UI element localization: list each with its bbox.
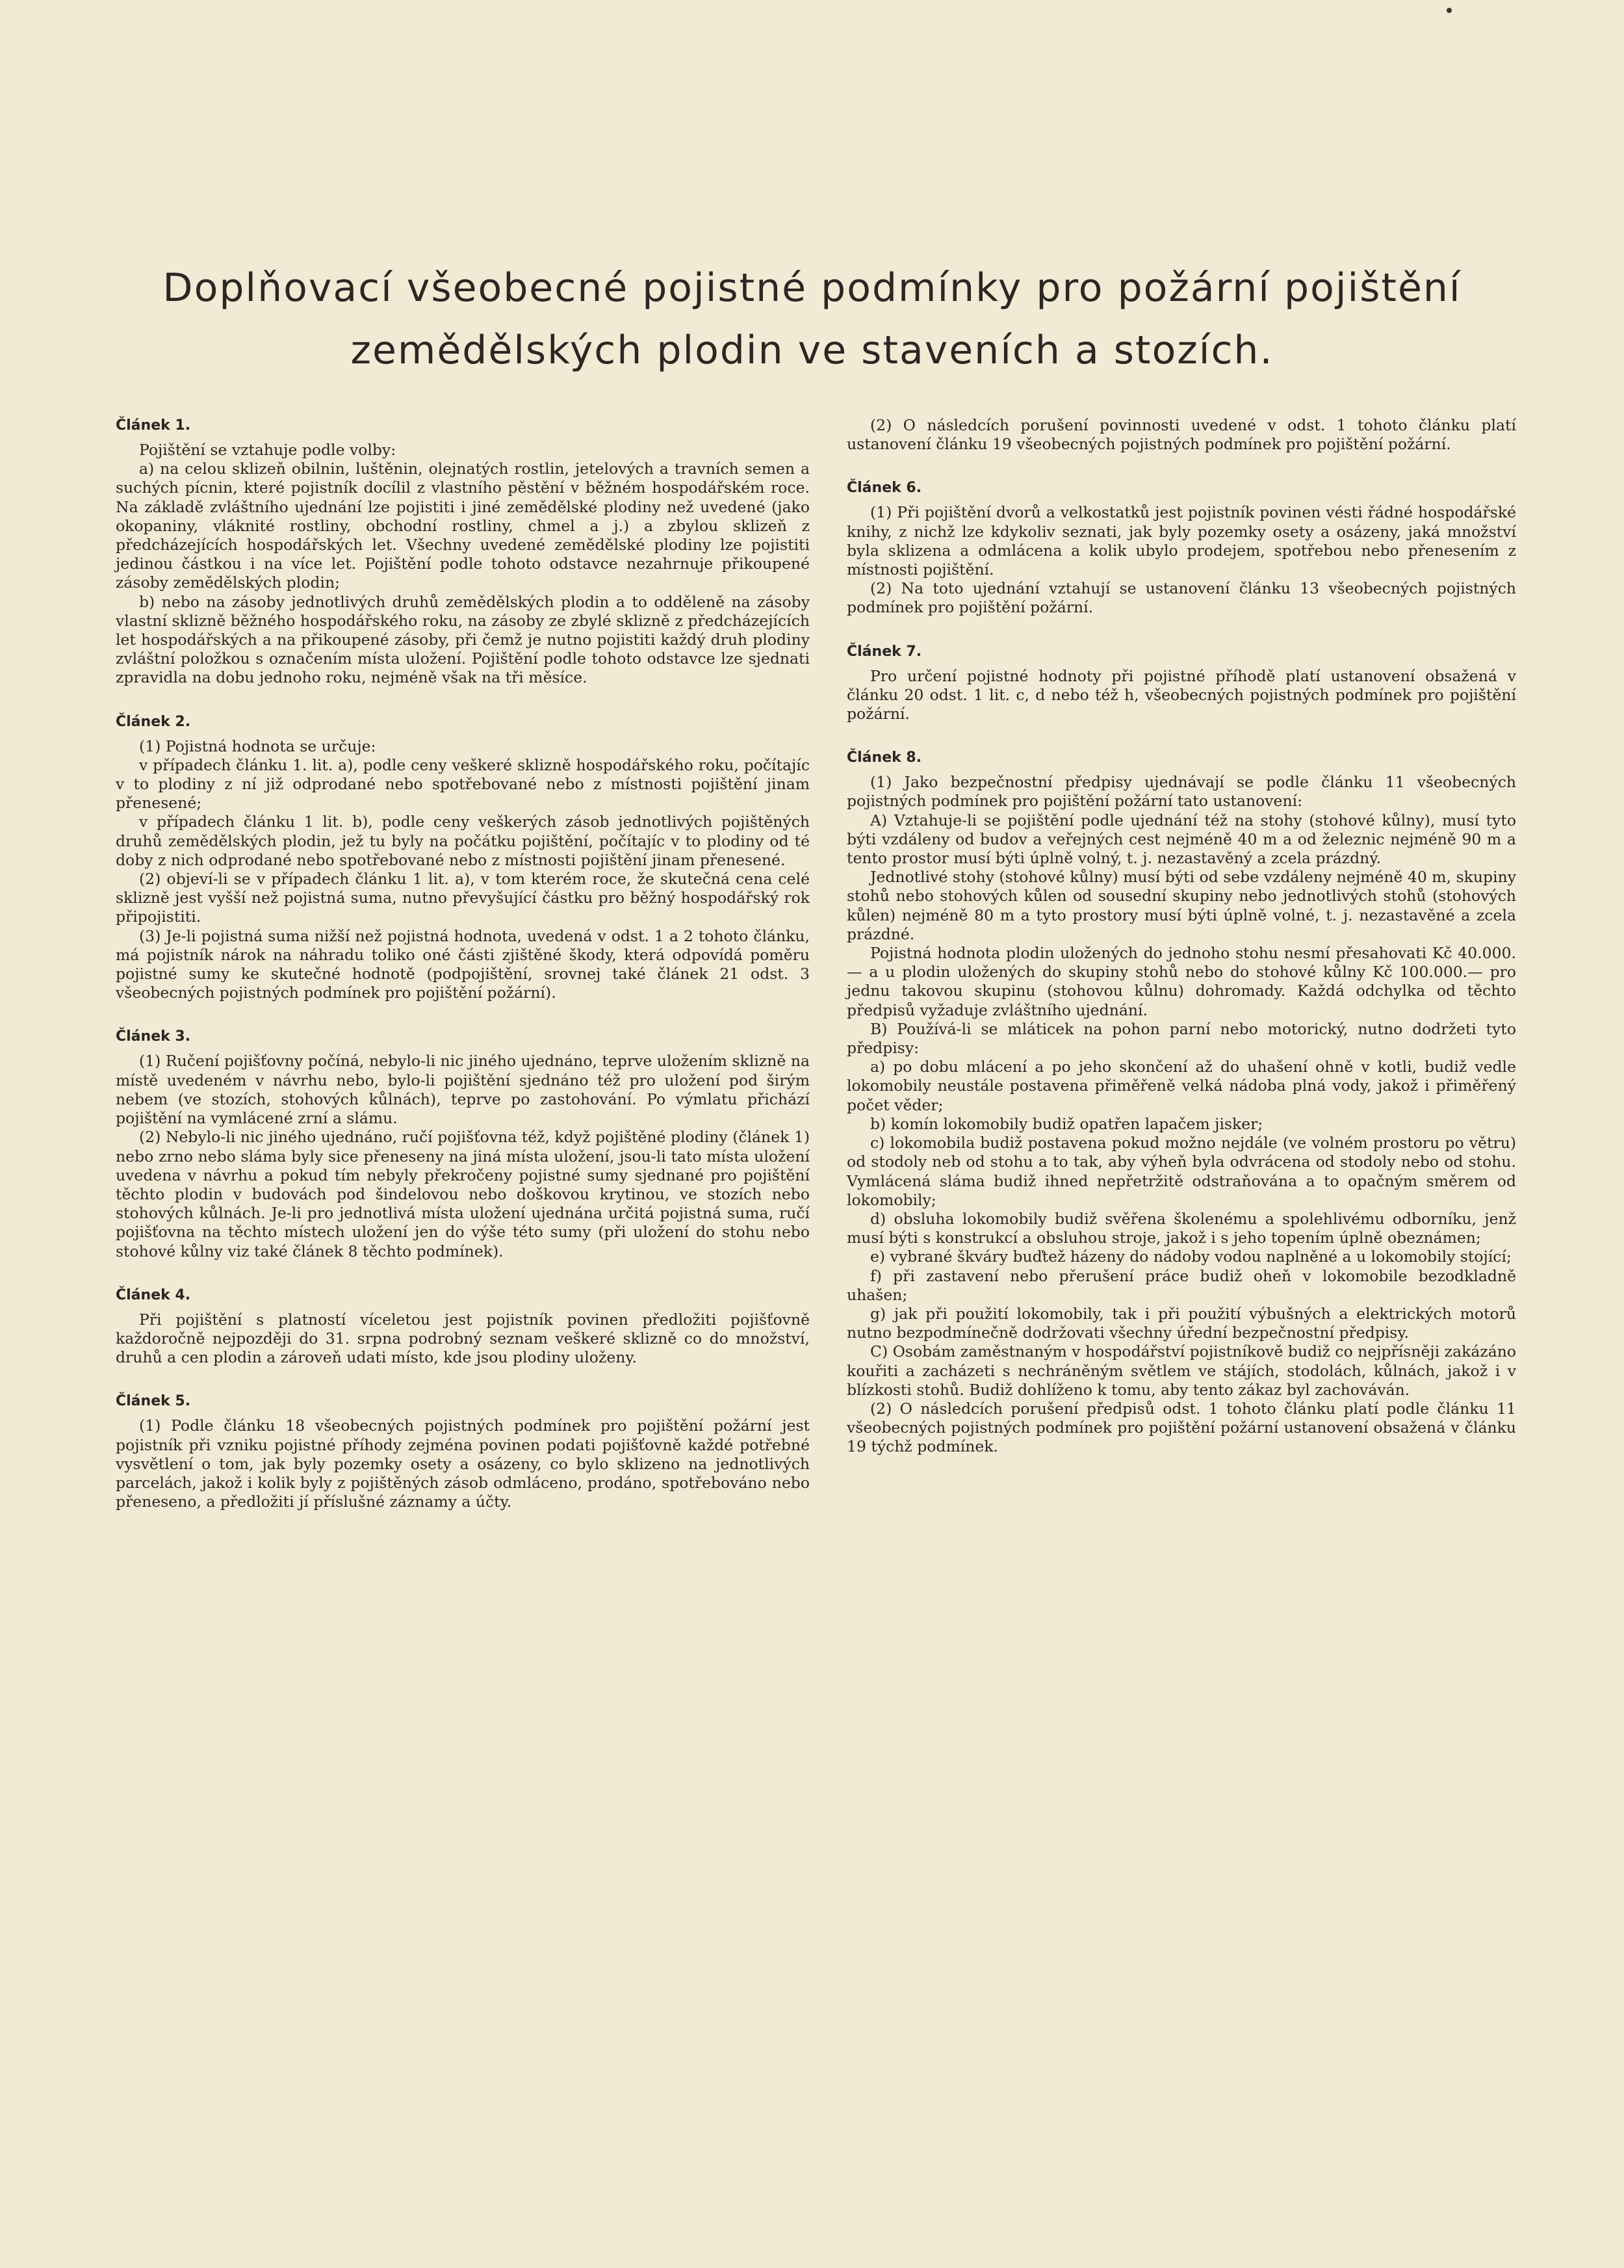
article-paragraph: d) obsluha lokomobily budiž svěřena školenému a spolehlivému odborníku, jenž musí býti s konstrukcí a obsluhou stroje, jakož i s jeho topením úplně obeznámen;: [847, 1209, 1516, 1247]
article-paragraph: (2) O následcích porušení předpisů odst. 1 tohoto článku platí podle článku 11 všeobecných pojistných podmínek pro pojištění požární ustanovení obsažená v článku 19 týchž podmínek.: [847, 1399, 1516, 1456]
article-heading: Článek 1.: [116, 417, 191, 434]
article-paragraph: (1) Pojistná hodnota se určuje:: [139, 736, 376, 755]
left-column: [116, 416, 810, 1536]
article-paragraph: Pojistná hodnota plodin uložených do jednoho stohu nesmí přesahovati Kč 40.000.— a u plodin uložených do skupiny stohů nebo do stohové kůlny Kč 100.000.— pro jednu takovou skupinu (stohovou kůlnu) dohromady. Každá odchylka od těchto předpisů vyžaduje zvláštního ujednání.: [847, 944, 1516, 1019]
article-paragraph: v případech článku 1 lit. b), podle ceny veškerých zásob jednotlivých pojištěných druhů zemědělských plodin, jež tu byly na počátku pojištění, počítajíc v to plodiny od té doby z nich odprodané nebo spotřebované nebo z místnosti pojištění jinam přenesené.: [116, 813, 810, 869]
article-section: [116, 416, 810, 688]
article-section: [847, 478, 1516, 617]
article-paragraph: Pro určení pojistné hodnoty při pojistné příhodě platí ustanovení obsažená v článku 20 odst. 1 lit. c, d nebo též h, všeobecných pojistných podmínek pro pojištění požární.: [847, 666, 1516, 723]
article-section: [116, 1286, 810, 1368]
article-section: [847, 748, 1516, 1456]
article-paragraph: b) komín lokomobily budiž opatřen lapačem jisker;: [870, 1114, 1263, 1133]
article-paragraph: g) jak při použití lokomobily, tak i při použití výbušných a elektrických motorů nutno bezpodmínečně dodržovati všechny úřední bezpečnostní předpisy.: [847, 1304, 1516, 1342]
article-paragraph: a) na celou sklizeň obilnin, luštěnin, olejnatých rostlin, jetelových a travních semen a suchých pícnin, které pojistník docílil z vlastního pěstění v běžném hospodářském roce. Na základě zvláštního ujednání lze pojistiti i jiné zemědělské plodiny než uvedené (jako okopaniny, vláknité rostliny, obchodní rostliny, chmel a j.) a zbylou sklizeň z předcházejících hospodářských let. Všechny uvedené zemědělské plodiny lze pojistiti jedinou částkou i na více let. Pojištění podle tohoto odstavce nezahrnuje přikoupené zásoby zemědělských plodin;: [116, 460, 810, 592]
article-paragraph: c) lokomobila budiž postavena pokud možno nejdále (ve volném prostoru po větru) od stodoly neb od stohu a to tak, aby výheň byla odvrácena od stodoly nebo od stohu. Vymlácená sláma budiž ihned nepřetržitě odstraňována a to opačným směrem od lokomobily;: [847, 1134, 1516, 1209]
document-title: [78, 257, 1546, 382]
article-heading: Článek 2.: [116, 713, 191, 730]
article-paragraph: (2) Nebylo-li nic jiného ujednáno, ručí pojišťovna též, když pojištěné plodiny (článek 1) nebo zrno nebo sláma byly sice přeneseny na jiná místa uložení, jsou-li tato místa uložení uvedena v návrhu a pokud tím nebyly překročeny pojistné sumy sjednané pro pojištění těchto plodin v budovách pod šindelovou nebo doškovou krytinou, ve stozích nebo stohových kůlnách. Je-li pro jednotlivá místa uložení ujednána určitá pojistná suma, ručí pojišťovna na těchto místech uložení jen do výše této sumy (při uložení do stohu nebo stohové kůlny viz také článek 8 těchto podmínek).: [116, 1128, 810, 1260]
article-paragraph: a) po dobu mlácení a po jeho skončení až do uhašení ohně v kotli, budiž vedle lokomobily neustále postavena přiměřeně velká nádoba plná vody, jakož i přiměřený počet věder;: [847, 1058, 1516, 1114]
article-section: [116, 1027, 810, 1260]
article-paragraph: A) Vztahuje-li se pojištění podle ujednání též na stohy (stohové kůlny), musí tyto býti vzdáleny od budov a veřejných cest nejméně 40 m a od železnic nejméně 90 m a tento prostor musí býti úplně volný, t. j. nezastavěný a zcela prázdný.: [847, 811, 1516, 868]
article-paragraph: (3) Je-li pojistná suma nižší než pojistná hodnota, uvedená v odst. 1 a 2 tohoto článku, má pojistník nárok na náhradu toliko oné části zjištěné škody, která odpovídá poměru pojistné sumy ke skutečné hodnotě (podpojištění, srovnej také článek 21 odst. 3 všeobecných pojistných podmínek pro pojištění požární).: [116, 926, 810, 1002]
article-paragraph: v případech článku 1. lit. a), podle ceny veškeré sklizně hospodářského roku, počítajíc v to plodiny z ní již odprodané nebo spotřebované nebo z místnosti pojištění jinam přenesené;: [116, 755, 810, 813]
article-paragraph: (1) Podle článku 18 všeobecných pojistných podmínek pro pojištění požární jest pojistník při vzniku pojistné příhody zejména povinen podati pojišťovně každé potřebné vysvětlení o tom, jak byly pozemky osety a osázeny, co bylo sklizeno na jednotlivých parcelách, jakož i kolik byly z pojištěných zásob odmláceno, prodáno, spotřebováno nebo přeneseno, a předložiti jí příslušné záznamy a účty.: [116, 1416, 810, 1511]
article-paragraph: (1) Ručení pojišťovny počíná, nebylo-li nic jiného ujednáno, teprve uložením sklizně na místě uvedeném v návrhu nebo, bylo-li pojištění sjednáno též pro uložení pod širým nebem (ve stozích, stohových kůlnách), teprve po zastohování. Po výmlatu přichází pojištění na vymlácené zrní a slámu.: [116, 1052, 810, 1128]
article-heading: Článek 5.: [116, 1393, 191, 1410]
article-paragraph: B) Používá-li se mláticek na pohon parní nebo motorický, nutno dodržeti tyto předpisy:: [847, 1019, 1516, 1058]
article-heading: Článek 8.: [847, 749, 922, 766]
article-paragraph: e) vybrané škváry buďtež házeny do nádoby vodou naplněné a u lokomobily stojící;: [870, 1247, 1512, 1266]
article-paragraph: (1) Jako bezpečnostní předpisy ujednávají se podle článku 11 všeobecných pojistných podmínek pro pojištění požární tato ustanovení:: [847, 773, 1516, 811]
article-section: [847, 416, 1516, 454]
article-heading: Článek 7.: [847, 643, 922, 660]
right-column: [847, 416, 1516, 1481]
article-paragraph: Jednotlivé stohy (stohové kůlny) musí býti od sebe vzdáleny nejméně 40 m, skupiny stohů nebo stohových kůlen od sousední skupiny nebo jednotlivých stohů (stohových kůlen) nejméně 80 m a tyto prostory musí býti úplně volné, t. j. nezastavěné a zcela prázdné.: [847, 868, 1516, 943]
title-line-2: zemědělských plodin ve staveních a stozích.: [350, 328, 1274, 373]
article-section: [116, 712, 810, 1003]
article-paragraph: C) Osobám zaměstnaným v hospodářství pojistníkově budiž co nejpřísněji zakázáno kouřiti a zacházeti s nechráněným světlem ve stájích, stodolách, kůlnách, jakož i v blízkosti stohů. Budiž dohlíženo k tomu, aby tento zákaz byl zachováván.: [847, 1342, 1516, 1399]
article-heading: Článek 3.: [116, 1028, 191, 1045]
article-paragraph: (2) O následcích porušení povinnosti uvedené v odst. 1 tohoto článku platí ustanovení článku 19 všeobecných pojistných podmínek pro pojištění požární.: [847, 416, 1516, 454]
article-paragraph: Pojištění se vztahuje podle volby:: [139, 441, 396, 459]
title-line-1: Doplňovací všeobecné pojistné podmínky pro požární pojištění: [162, 265, 1462, 311]
article-section: [116, 1392, 810, 1511]
paper-speck: [1447, 8, 1452, 13]
article-paragraph: Při pojištění s platností víceletou jest pojistník povinen předložiti pojišťovně každoročně nejpozději do 31. srpna podrobný seznam veškeré sklizně co do množství, druhů a cen plodin a zároveň udati místo, kde jsou plodiny uloženy.: [116, 1310, 810, 1367]
article-paragraph: (1) Při pojištění dvorů a velkostatků jest pojistník povinen vésti řádné hospodářské knihy, z nichž lze kdykoliv seznati, jak byly pozemky osety a osázeny, jaká množství byla sklizena a odmlácena a kolik ubylo prodejem, spotřebou nebo přenesením z místnosti pojištění.: [847, 503, 1516, 579]
article-paragraph: (2) objeví-li se v případech článku 1 lit. a), v tom kterém roce, že skutečná cena celé sklizně jest vyšší než pojistná suma, nutno převyšující částku pro běžný hospodářský rok připojistiti.: [116, 870, 810, 926]
article-section: [847, 642, 1516, 724]
article-paragraph: b) nebo na zásoby jednotlivých druhů zemědělských plodin a to odděleně na zásoby vlastní sklizně běžného hospodářského roku, na zásoby ze zbylé sklizně z předcházejících let hospodářských a na přikoupené zásoby, při čemž je nutno pojistiti každý druh plodiny zvláštní položkou s označením místa uložení. Pojištění podle tohoto odstavce lze sjednati zpravidla na dobu jednoho roku, nejméně však na tři měsíce.: [116, 592, 810, 687]
article-paragraph: (2) Na toto ujednání vztahují se ustanovení článku 13 všeobecných pojistných podmínek pro pojištění požární.: [847, 579, 1516, 617]
article-heading: Článek 4.: [116, 1286, 191, 1303]
article-paragraph: f) při zastavení nebo přerušení práce budiž oheň v lokomobile bezodkladně uhašen;: [847, 1266, 1516, 1304]
article-heading: Článek 6.: [847, 480, 922, 497]
